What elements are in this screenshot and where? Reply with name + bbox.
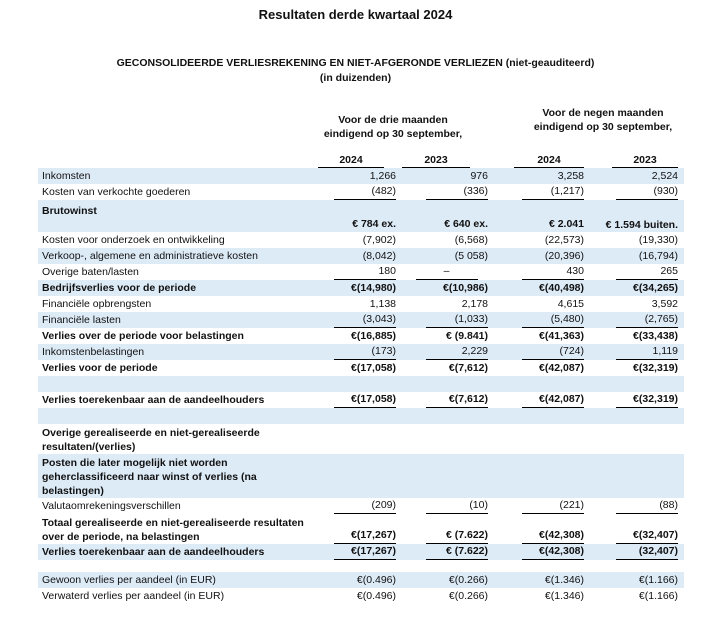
year-header: 2023 — [402, 153, 470, 168]
table-row — [38, 514, 684, 544]
year-header: 2024 — [514, 153, 584, 168]
row-label: Verkoop-, algemene en administratieve kosten — [38, 248, 308, 264]
row-label: Overige baten/lasten — [42, 266, 139, 278]
table-row — [38, 296, 684, 312]
group-header-three-months: Voor de drie maanden eindigend op 30 september, — [323, 114, 463, 140]
row-label: Overige gerealiseerde en niet-gerealiseerde resultaten/(verlies) — [42, 427, 260, 453]
table-row — [38, 248, 684, 264]
cell-value: €(40,498) — [494, 280, 590, 296]
cell-value: €(32,319) — [633, 362, 678, 374]
cell-value: (32,407) — [616, 544, 678, 560]
cell-value: 2,178 — [461, 298, 488, 310]
row-label: Totaal gerealiseerde en niet-gerealiseerde resultaten over de periode, na belastingen — [42, 517, 304, 543]
row-label: Posten die later mogelijk niet worden geherclassificeerd naar winst of verlies (na belastingen) — [38, 454, 308, 498]
cell-value: €(7,612) — [426, 392, 488, 408]
cell-value: €(32,407) — [616, 528, 678, 544]
cell-value: (20,396) — [494, 248, 590, 264]
spacer-row — [38, 376, 684, 392]
table-row — [38, 454, 684, 498]
year-header: 2023 — [612, 153, 678, 168]
cell-value: €(34,265) — [590, 280, 684, 296]
table-row — [38, 344, 684, 360]
cell-value: (7,902) — [362, 234, 396, 246]
cell-value: €(17,267) — [334, 544, 396, 560]
cell-value: – — [416, 264, 478, 280]
cell-value: 3,258 — [494, 168, 590, 184]
cell-value: € 640 ex. — [402, 200, 494, 232]
cell-value: (482) — [334, 184, 396, 200]
cell-value: (8,042) — [308, 248, 402, 264]
row-label: Kosten voor onderzoek en ontwikkeling — [42, 234, 225, 246]
statement-subtitle: GECONSOLIDEERDE VERLIESREKENING EN NIET-AFGERONDE VERLIEZEN (niet-geauditeerd) — [116, 57, 595, 69]
table-row — [38, 232, 684, 248]
cell-value: €(17,058) — [334, 392, 396, 408]
cell-value: €(42,087) — [539, 362, 584, 374]
cell-value: €(1.346) — [544, 590, 584, 602]
cell-value: €(1.166) — [590, 572, 684, 588]
cell-value: (930) — [616, 184, 678, 200]
cell-value: 3,592 — [651, 298, 678, 310]
row-label: Verlies toerekenbaar aan de aandeelhouders — [38, 544, 308, 560]
cell-value: €(16,885) — [351, 330, 396, 342]
table-row — [38, 168, 684, 184]
row-label: Inkomstenbelastingen — [38, 344, 308, 360]
cell-value: (173) — [334, 344, 396, 360]
table-row — [38, 328, 684, 344]
cell-value: €(41,363) — [539, 330, 584, 342]
cell-value: €(0.496) — [356, 590, 396, 602]
year-header: 2024 — [318, 153, 384, 168]
cell-value: 976 — [402, 168, 494, 184]
cell-value: €(0.496) — [308, 572, 402, 588]
cell-value: (1,217) — [522, 184, 584, 200]
cell-value: € (9.841) — [445, 330, 488, 342]
table-row — [38, 424, 684, 454]
cell-value: (3,043) — [334, 312, 396, 328]
cell-value: €(7,612) — [448, 362, 488, 374]
cell-value: (336) — [426, 184, 488, 200]
row-label: Financiële lasten — [38, 312, 308, 328]
cell-value: (10) — [426, 498, 488, 514]
cell-value: (22,573) — [544, 234, 584, 246]
cell-value: €(0.266) — [402, 572, 494, 588]
row-label: Inkomsten — [38, 168, 308, 184]
row-label: Verlies voor de periode — [42, 362, 158, 374]
table-row — [38, 200, 684, 232]
table-row — [38, 184, 684, 200]
cell-value: €(32,319) — [616, 392, 678, 408]
cell-value: 1,266 — [308, 168, 402, 184]
cell-value: (724) — [522, 344, 584, 360]
cell-value: (16,794) — [590, 248, 684, 264]
row-label: Gewoon verlies per aandeel (in EUR) — [38, 572, 308, 588]
cell-value: €(17,267) — [334, 528, 396, 544]
row-label: Verwaterd verlies per aandeel (in EUR) — [42, 590, 225, 602]
cell-value: 430 — [522, 264, 584, 280]
cell-value: € 784 ex. — [308, 200, 402, 232]
table-row — [38, 572, 684, 588]
cell-value: €(42,308) — [522, 528, 584, 544]
cell-value: 265 — [616, 264, 678, 280]
row-label: Kosten van verkochte goederen — [42, 186, 191, 198]
table-row — [38, 498, 684, 514]
cell-value: €(42,308) — [522, 544, 584, 560]
cell-value: €(33,438) — [633, 330, 678, 342]
cell-value: €(14,980) — [308, 280, 402, 296]
cell-value: (88) — [616, 498, 678, 514]
cell-value: €(10,986) — [402, 280, 494, 296]
cell-value: (19,330) — [638, 234, 678, 246]
cell-value: (2,765) — [616, 312, 678, 328]
row-label: Bedrijfsverlies voor de periode — [38, 280, 308, 296]
cell-value: €(42,087) — [522, 392, 584, 408]
cell-value: €(1.346) — [494, 572, 590, 588]
spacer-row — [38, 408, 684, 424]
cell-value: 2,229 — [426, 344, 488, 360]
table-row — [38, 392, 684, 408]
cell-value: 180 — [334, 264, 396, 280]
cell-value: €(17,058) — [351, 362, 396, 374]
table-row — [38, 360, 684, 376]
table-row — [38, 588, 684, 604]
cell-value: € (7.622) — [426, 544, 488, 560]
row-label: Financiële opbrengsten — [42, 298, 152, 310]
row-label: Valutaomrekeningsverschillen — [42, 500, 181, 512]
units-note: (in duizenden) — [319, 72, 392, 84]
row-label: Verlies toerekenbaar aan de aandeelhouders — [42, 394, 265, 406]
cell-value: 1,119 — [616, 344, 678, 360]
cell-value: €(0.266) — [448, 590, 488, 602]
cell-value: (221) — [522, 498, 584, 514]
table-row — [38, 280, 684, 296]
cell-value: (209) — [334, 498, 396, 514]
cell-value: 4,615 — [557, 298, 584, 310]
row-label: Brutowinst — [38, 200, 308, 232]
cell-value: € (7.622) — [426, 528, 488, 544]
cell-value: (5 058) — [402, 248, 494, 264]
income-statement-table — [38, 168, 684, 604]
cell-value: € 1.594 buiten. — [590, 200, 684, 232]
table-row — [38, 544, 684, 560]
row-label: Verlies over de periode voor belastingen — [42, 330, 244, 342]
table-row — [38, 312, 684, 328]
page-title: Resultaten derde kwartaal 2024 — [258, 7, 453, 22]
cell-value: (6,568) — [454, 234, 488, 246]
cell-value: (1,033) — [426, 312, 488, 328]
cell-value: € 2.041 — [494, 200, 590, 232]
cell-value: €(1.166) — [638, 590, 678, 602]
table-row — [38, 264, 684, 280]
spacer-row — [38, 560, 684, 572]
group-header-nine-months: Voor de negen maanden eindigend op 30 september, — [533, 107, 673, 133]
cell-value: 1,138 — [369, 298, 396, 310]
cell-value: 2,524 — [590, 168, 684, 184]
cell-value: (5,480) — [522, 312, 584, 328]
